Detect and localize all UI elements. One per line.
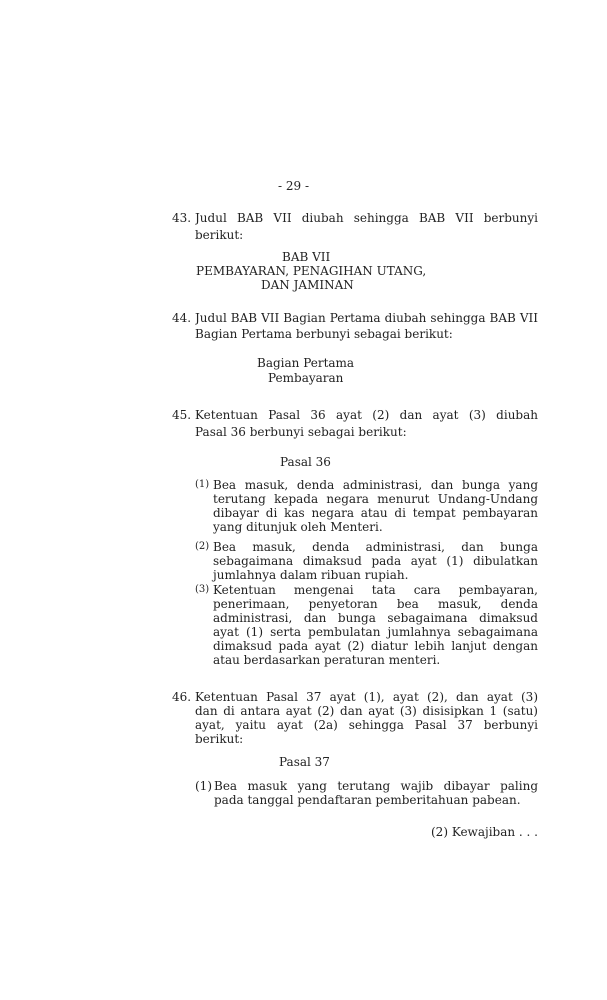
ayat-text: Ketentuan mengenai tata cara pembayaran, (213, 583, 538, 597)
item-text: Ketentuan Pasal 36 ayat (2) dan ayat (3) diubah (195, 408, 538, 422)
ayat-text: ayat (1) serta pembulatan jumlahnya sebagaimana (213, 625, 538, 639)
item-text: berikut: (195, 732, 244, 746)
section-heading: Bagian Pertama (257, 356, 355, 370)
item-number: 46. (172, 690, 192, 704)
ayat-text: dimaksud pada ayat (2) diatur lebih lanjut dengan (213, 639, 538, 653)
item-text: Judul BAB VII Bagian Pertama diubah sehingga BAB VII (195, 311, 538, 325)
ayat-text: penerimaan, penyetoran bea masuk, denda (213, 597, 538, 611)
chapter-heading: BAB VII (282, 250, 331, 264)
ayat-number: (1) (195, 479, 210, 490)
ayat-text: pada tanggal pendaftaran pemberitahuan pabean. (214, 793, 521, 807)
section-heading: Pembayaran (268, 371, 344, 385)
ayat-text: atau berdasarkan peraturan menteri. (213, 653, 441, 667)
ayat-text: yang ditunjuk oleh Menteri. (213, 520, 383, 534)
ayat-text: sebagaimana dimaksud pada ayat (1) dibulatkan (213, 554, 538, 568)
item-text: ayat, yaitu ayat (2a) sehingga Pasal 37 berbunyi (195, 718, 538, 732)
ayat-text: jumlahnya dalam ribuan rupiah. (213, 568, 409, 582)
page-number: - 29 - (278, 179, 310, 193)
item-text: dan di antara ayat (2) dan ayat (3) disisipkan 1 (satu) (195, 704, 538, 718)
ayat-text: Bea masuk yang terutang wajib dibayar paling (214, 779, 538, 793)
ayat-number: (1) (195, 779, 212, 793)
chapter-heading: PEMBAYARAN, PENAGIHAN UTANG, (196, 264, 427, 278)
ayat-text: terutang kepada negara menurut Undang-Undang (213, 492, 538, 506)
item-number: 44. (172, 311, 192, 325)
chapter-heading: DAN JAMINAN (261, 278, 354, 292)
ayat-text: Bea masuk, denda administrasi, dan bunga (213, 540, 538, 554)
item-text: Judul BAB VII diubah sehingga BAB VII berbunyi (195, 211, 538, 225)
item-text: Pasal 36 berbunyi sebagai berikut: (195, 425, 407, 439)
ayat-number: (2) (195, 541, 210, 552)
article-heading: Pasal 37 (279, 755, 330, 769)
item-number: 43. (172, 211, 192, 225)
item-text: Ketentuan Pasal 37 ayat (1), ayat (2), dan ayat (3) (195, 690, 538, 704)
ayat-number: (3) (195, 584, 210, 595)
ayat-text: dibayar di kas negara atau di tempat pembayaran (213, 506, 538, 520)
item-text: berikut: (195, 228, 244, 242)
ayat-text: Bea masuk, denda administrasi, dan bunga yang (213, 478, 538, 492)
article-heading: Pasal 36 (280, 455, 331, 469)
item-number: 45. (172, 408, 192, 422)
ayat-text: administrasi, dan bunga sebagaimana dimaksud (213, 611, 538, 625)
continuation-text: (2) Kewajiban . . . (431, 825, 538, 839)
item-text: Bagian Pertama berbunyi sebagai berikut: (195, 327, 453, 341)
